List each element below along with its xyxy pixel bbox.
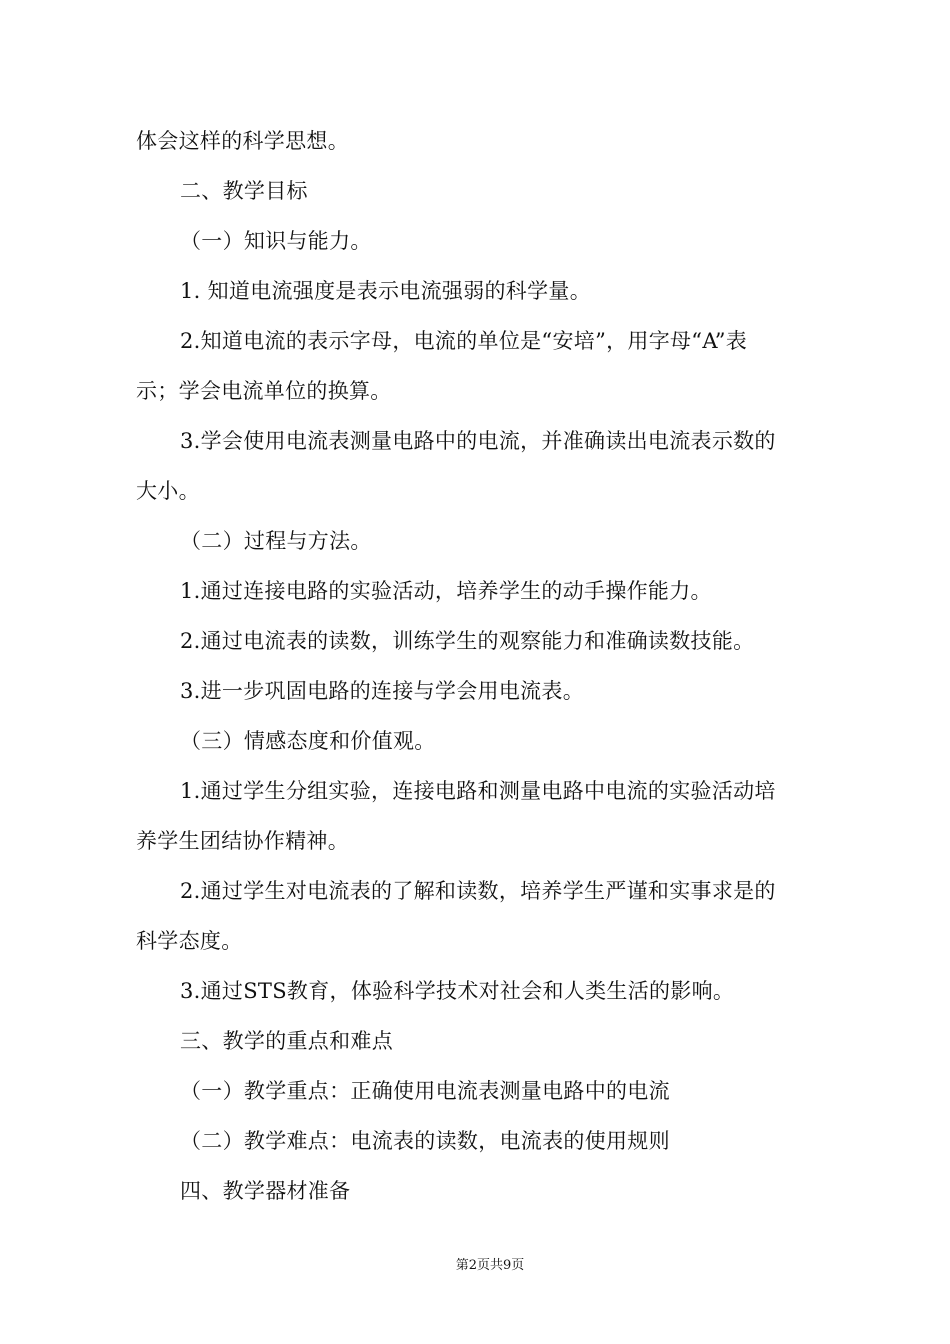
text-line: 养学生团结协作精神。 bbox=[136, 829, 349, 853]
text-line: 2.通过学生对电流表的了解和读数，培养学生严谨和实事求是的 bbox=[180, 879, 776, 903]
text-line: 科学态度。 bbox=[136, 929, 243, 953]
text-line: 1.通过连接电路的实验活动，培养学生的动手操作能力。 bbox=[180, 579, 712, 603]
text-line: 1. 知道电流强度是表示电流强弱的科学量。 bbox=[180, 279, 592, 303]
text-line: 体会这样的科学思想。 bbox=[136, 129, 349, 153]
text-line: 2.通过电流表的读数，训练学生的观察能力和准确读数技能。 bbox=[180, 629, 755, 653]
text-line: （一）教学重点：正确使用电流表测量电路中的电流 bbox=[180, 1079, 670, 1103]
text-line: 1.通过学生分组实验，连接电路和测量电路中电流的实验活动培 bbox=[180, 779, 776, 803]
text-line: 3.学会使用电流表测量电路中的电流，并准确读出电流表示数的 bbox=[180, 429, 776, 453]
section-heading: 三、教学的重点和难点 bbox=[180, 1029, 393, 1053]
subsection-heading: （二）过程与方法。 bbox=[180, 529, 372, 553]
text-line: （二）教学难点：电流表的读数，电流表的使用规则 bbox=[180, 1129, 670, 1153]
subsection-heading: （三）情感态度和价值观。 bbox=[180, 729, 436, 753]
page-number-footer: 第2页共9页 bbox=[455, 1258, 525, 1273]
text-line: 示；学会电流单位的换算。 bbox=[136, 379, 392, 403]
text-line: 3.进一步巩固电路的连接与学会用电流表。 bbox=[180, 679, 585, 703]
text-line: 3.通过STS教育，体验科学技术对社会和人类生活的影响。 bbox=[180, 979, 735, 1003]
section-heading: 四、教学器材准备 bbox=[180, 1179, 351, 1203]
text-line: 2.知道电流的表示字母，电流的单位是“安培”，用字母“A”表 bbox=[180, 329, 748, 353]
section-heading: 二、教学目标 bbox=[180, 179, 308, 203]
subsection-heading: （一）知识与能力。 bbox=[180, 229, 372, 253]
text-line: 大小。 bbox=[136, 479, 200, 503]
